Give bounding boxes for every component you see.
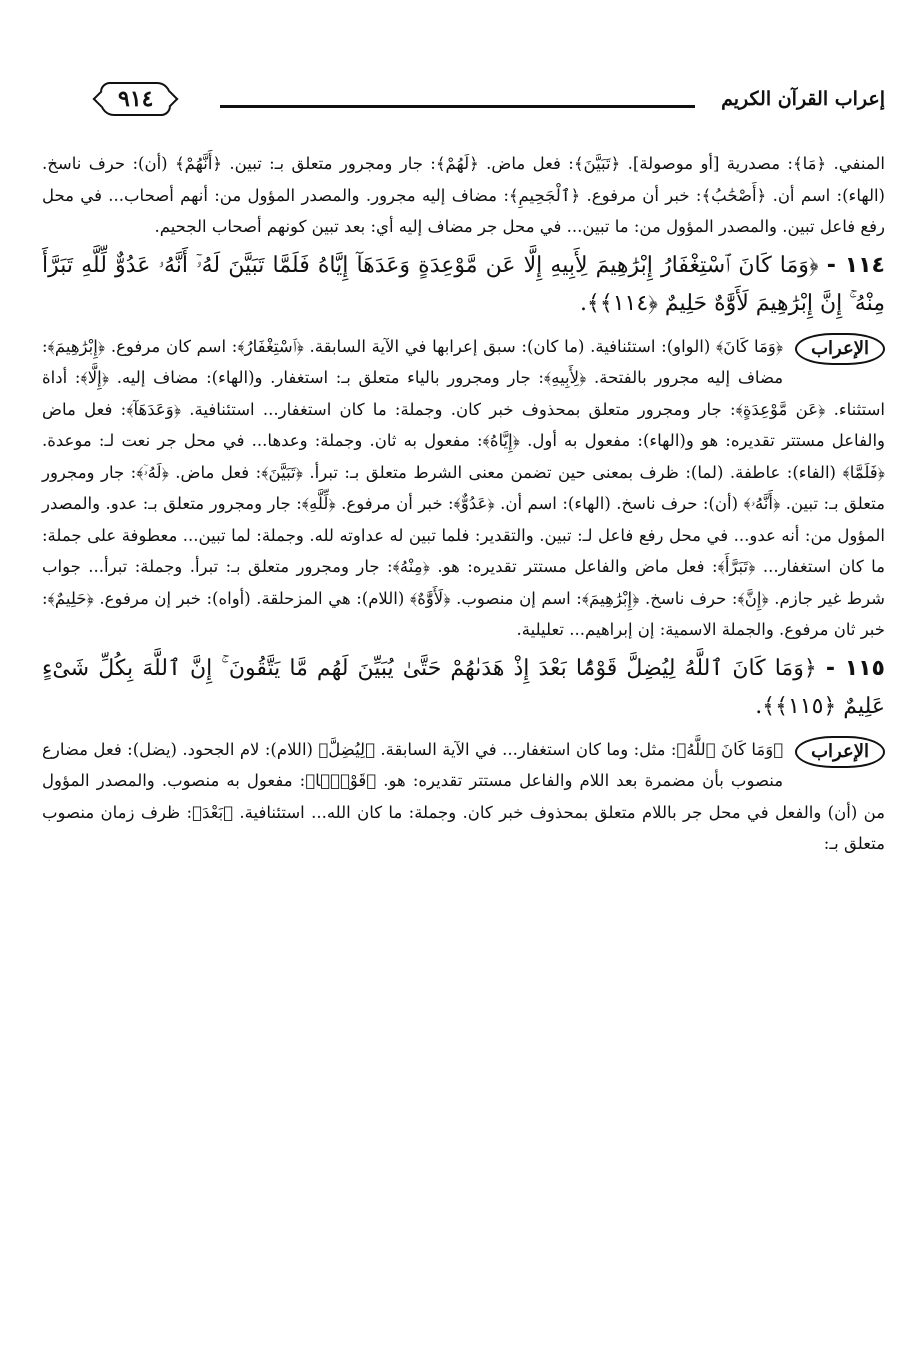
irab-114-label: الإعراب [795,333,885,365]
verse-115-number: ١١٥ - [825,655,885,681]
verse-114 [42,247,885,323]
verse-114-number: ١١٤ - [826,252,885,278]
page-number: ٩١٤ [100,82,171,116]
verse-115-text: ﴿وَمَا كَانَ ٱللَّهُ لِيُضِلَّ قَوْمًۢا بَعْدَ إِذْ هَدَىٰهُمْ حَتَّىٰ يُبَيِّنَ لَهُم مَّا يَتَّقُونَ ۚ إِنَّ ٱللَّهَ بِكُلِّ شَىْءٍ عَلِيمٌ ﴿١١٥﴾﴾. [42,655,885,719]
header-rule [220,105,695,108]
irab-114-block [42,331,885,646]
verse-114-text: ﴿وَمَا كَانَ ٱسْتِغْفَارُ إِبْرَٰهِيمَ لِأَبِيهِ إِلَّا عَن مَّوْعِدَةٍ وَعَدَهَآ إِيَّاهُ فَلَمَّا تَبَيَّنَ لَهُۥٓ أَنَّهُۥ عَدُوٌّ لِّلَّهِ تَبَرَّأَ مِنْهُ ۚ إِنَّ إِبْرَٰهِيمَ لَأَوَّٰهٌ حَلِيمٌ ﴿١١٤﴾﴾. [42,252,885,316]
page-content [42,148,885,860]
verse-115 [42,650,885,726]
irab-115-block [42,734,885,860]
section1-paragraph: المنفي. ﴿مَا﴾: مصدرية [أو موصولة]. ﴿تَبَيَّنَ﴾: فعل ماض. ﴿لَهُمْ﴾: جار ومجرور متعلق بـ: تبين. ﴿أَنَّهُمْ﴾ (أن): حرف ناسخ. (الهاء): اسم أن. ﴿أَصْحَٰبُ﴾: خبر أن مرفوع. ﴿ٱلْجَحِيمِ﴾: مضاف إليه مجرور. والمصدر المؤول من: أنهم أصحاب... في محل رفع فاعل تبين. والمصدر المؤول من: ما تبين... في محل جر مضاف إليه أي: بعد تبين كونهم أصحاب الجحيم. [42,154,885,236]
irab-115-text: ﴿وَمَا كَانَ ٱللَّهُ﴾: مثل: وما كان استغفار... في الآية السابقة. ﴿لِيُضِلَّ﴾ (اللام): لام الجحود. (يضل): فعل مضارع منصوب بأن مضمرة بعد اللام والفاعل مستتر تقديره: هو. ﴿قَوْمًۢا﴾: مفعول به منصوب. والمصدر المؤول من (أن) والفعل في محل جر باللام متعلق بمحذوف خبر كان. وجملة: ما كان الله... استئنافية. ﴿بَعْدَ﴾: ظرف زمان منصوب متعلق بـ: [42,739,885,853]
irab-114-text: ﴿وَمَا كَانَ﴾ (الواو): استئنافية. (ما كان): سبق إعرابها في الآية السابقة. ﴿ٱسْتِغْفَارُ﴾: اسم كان مرفوع. ﴿إِبْرَٰهِيمَ﴾: مضاف إليه مجرور بالفتحة. ﴿لِأَبِيهِ﴾: جار ومجرور بالياء متعلق بـ: استغفار. و(الهاء): مضاف إليه. ﴿إِلَّا﴾: أداة استثناء. ﴿عَن مَّوْعِدَةٍ﴾: جار ومجرور متعلق بمحذوف خبر كان. وجملة: ما كان استغفار... استئنافية. ﴿وَعَدَهَآ﴾: فعل ماض والفاعل مستتر تقديره: هو و(الهاء): مفعول به أول. ﴿إِيَّاهُ﴾: مفعول به ثان. وجملة: وعدها... في محل جر نعت لـ: موعدة. ﴿فَلَمَّا﴾ (الفاء): عاطفة. (لما): ظرف بمعنى حين تضمن معنى الشرط متعلق بـ: تبرأ. ﴿تَبَيَّنَ﴾: فعل ماض. ﴿لَهُۥٓ﴾: جار ومجرور متعلق بـ: تبين. ﴿أَنَّهُۥ﴾ (أن): حرف ناسخ. (الهاء): اسم أن. ﴿عَدُوٌّ﴾: خبر أن مرفوع. ﴿لِّلَّهِ﴾: جار ومجرور متعلق بـ: عدو. والمصدر المؤول من: أنه عدو... في محل رفع فاعل لـ: تبين. والتقدير: فلما تبين له عداوته لله. وجملة: لما تبين... معطوفة على جملة: ما كان استغفار... ﴿تَبَرَّأَ﴾: فعل ماض والفاعل مستتر تقديره: هو. ﴿مِنْهُ﴾: جار ومجرور متعلق بـ: تبرأ. وجملة: تبرأ... جواب شرط غير جازم. ﴿إِنَّ﴾: حرف ناسخ. ﴿إِبْرَٰهِيمَ﴾: اسم إن منصوب. ﴿لَأَوَّٰهٌ﴾ (اللام): هي المزحلقة. (أواه): خبر إن مرفوع. ﴿حَلِيمٌ﴾: خبر ثان مرفوع. والجملة الاسمية: إن إبراهيم... تعليلية. [42,336,885,639]
page-header [42,78,885,126]
book-title: إعراب القرآن الكريم [721,88,885,110]
irab-115-label: الإعراب [795,736,885,768]
